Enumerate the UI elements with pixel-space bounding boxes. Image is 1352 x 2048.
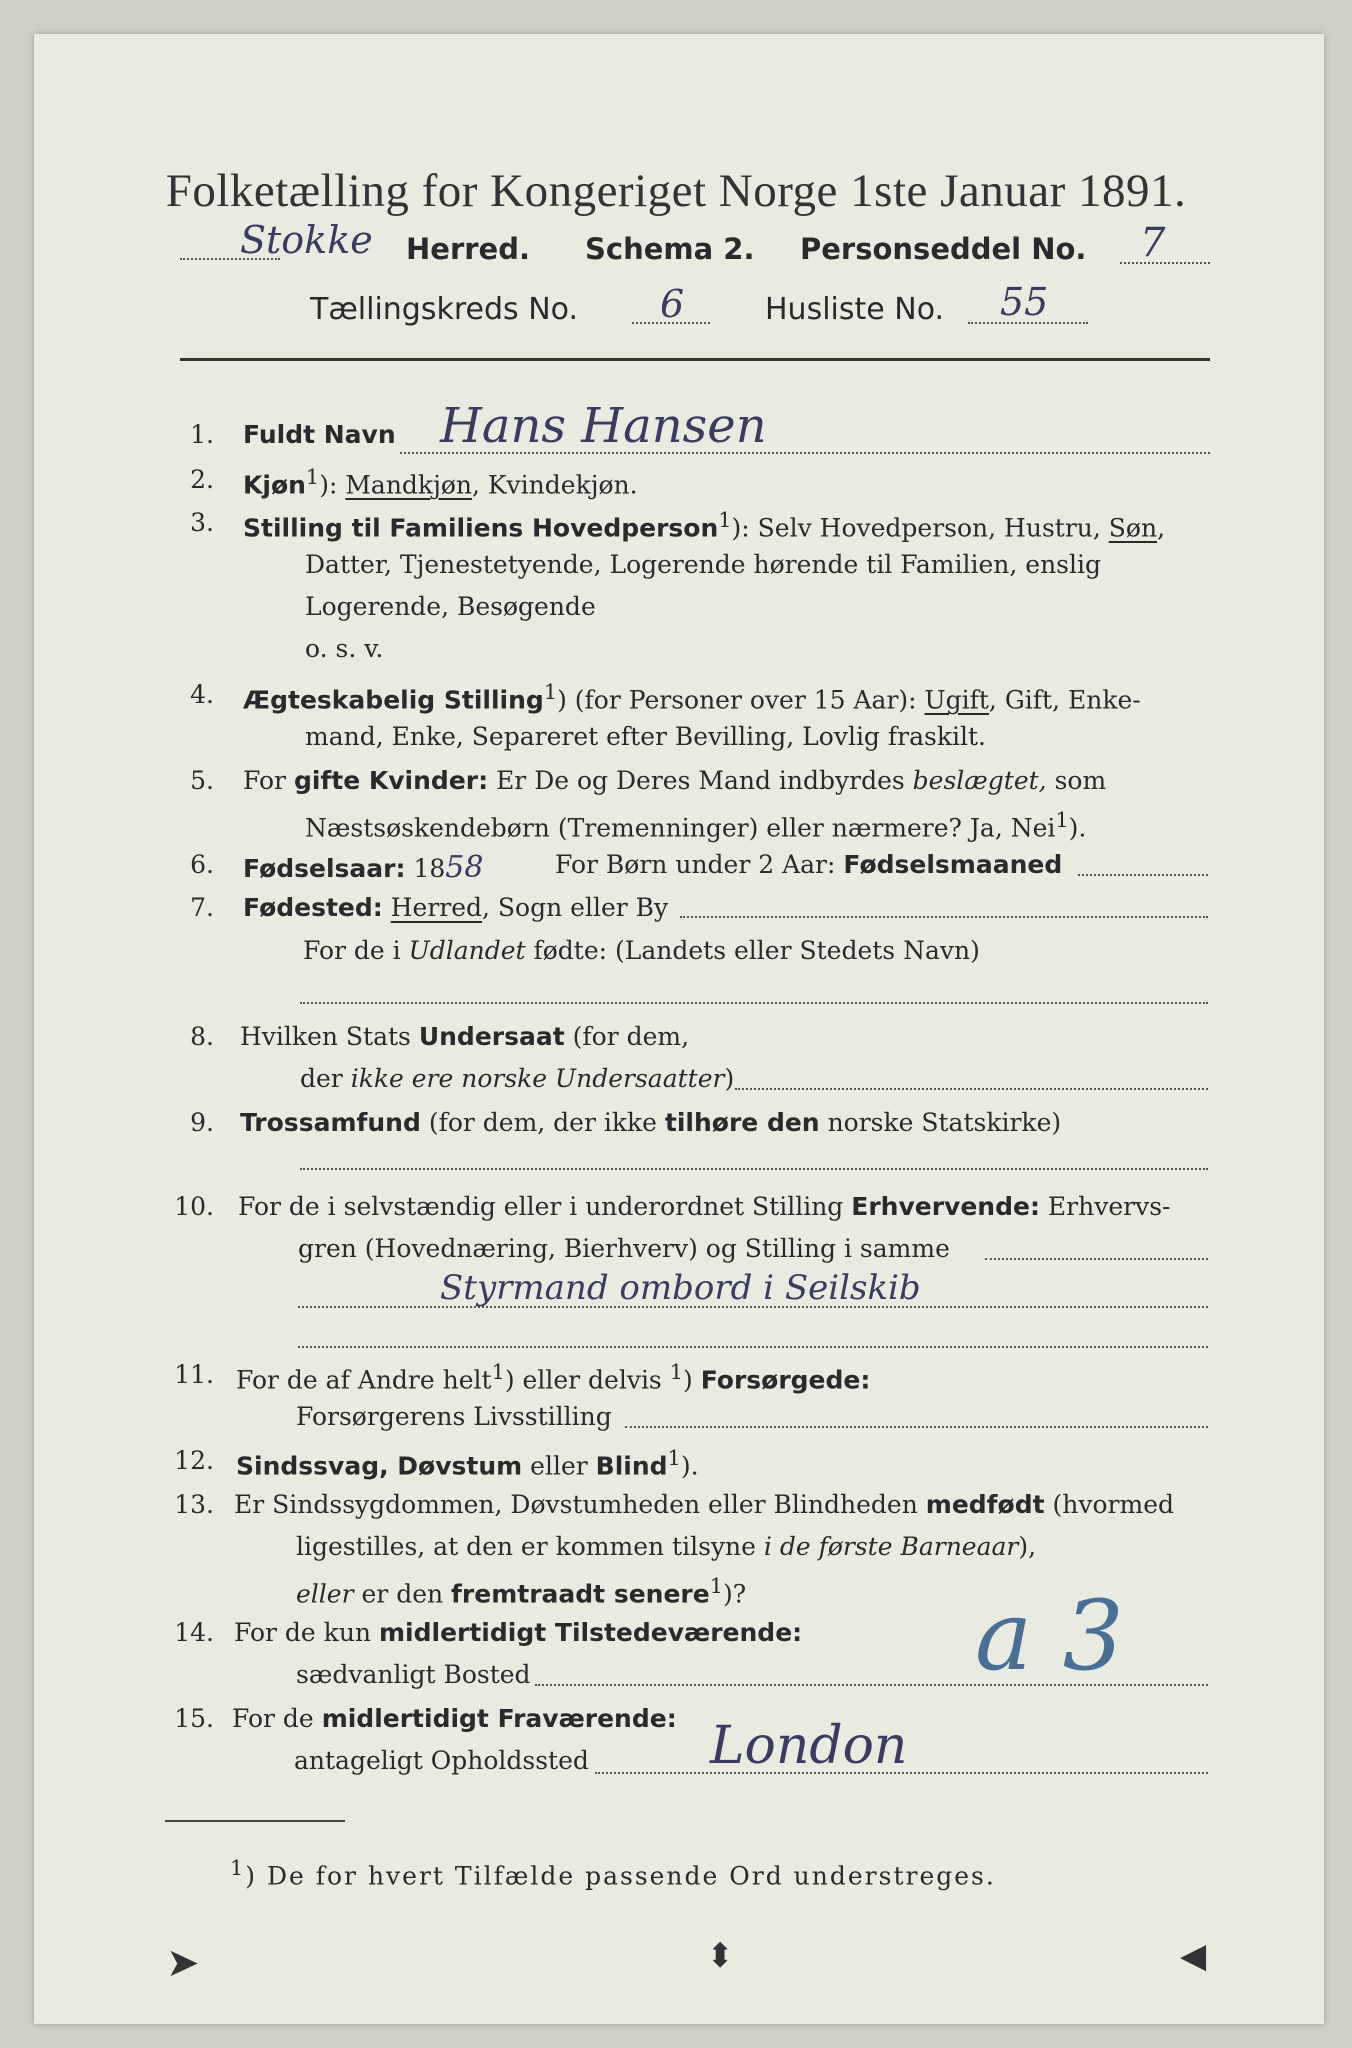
- q6-mid: For Børn under 2 Aar:: [555, 850, 836, 879]
- q13-l2a: ligestilles, at den er kommen tilsyne: [296, 1532, 756, 1561]
- q12-end: ).: [680, 1451, 699, 1481]
- q3-line3: Logerende, Besøgende: [305, 592, 596, 621]
- q7-line1: [243, 893, 668, 922]
- q4-number: 4.: [190, 680, 214, 709]
- q4-option-ugift: Ugift: [924, 685, 989, 715]
- q6-prefix: 18: [413, 854, 446, 883]
- q1-label: Fuldt Navn: [243, 420, 396, 449]
- q10-line2: gren (Hovednæring, Bierhverv) og Stilling i samme: [298, 1234, 950, 1263]
- q4-l1b: , Gift, Enke-: [988, 685, 1141, 715]
- q12-label2: Blind: [595, 1451, 668, 1481]
- q14-line2: sædvanligt Bosted: [296, 1660, 531, 1689]
- schema-label: Schema 2.: [585, 232, 755, 266]
- q1-value: Hans Hansen: [440, 398, 767, 454]
- footnote-sup: 1: [230, 1856, 246, 1880]
- kreds-label: Tællingskreds No.: [310, 292, 578, 327]
- q12-number: 12.: [174, 1446, 214, 1475]
- husliste-label: Husliste No.: [765, 292, 945, 327]
- q2-label: Kjøn: [243, 470, 306, 500]
- q6-value: 58: [445, 850, 484, 885]
- q13-l2it: i de første Barneaar: [763, 1532, 1019, 1561]
- q10-dotline3: [298, 1346, 1208, 1348]
- q11-line2: Forsørgerens Livsstilling: [296, 1402, 612, 1431]
- q2-line: Kjøn$^1$): Mandkjøn, Kvindekjøn.: [243, 465, 638, 500]
- q2-number: 2.: [190, 465, 214, 494]
- q3-line2: Datter, Tjenestetyende, Logerende hørende til Familien, enslig: [305, 550, 1102, 579]
- q15-label: midlertidigt Fraværende:: [321, 1704, 677, 1733]
- q8-l1a: Hvilken Stats: [240, 1022, 411, 1051]
- q9-label: Trossamfund: [240, 1108, 421, 1137]
- q13-l3it: eller: [296, 1579, 354, 1609]
- page-title: Folketælling for Kongeriget Norge 1ste Januar 1891.: [165, 165, 1187, 217]
- q11-l1b: ) eller delvis: [504, 1365, 662, 1395]
- q13-label: medfødt: [925, 1490, 1045, 1519]
- q5-pre: For: [243, 766, 286, 795]
- q3-label: Stilling til Familiens Hovedperson: [243, 513, 719, 543]
- q13-sup: 1: [709, 1574, 723, 1598]
- q3-sup: 1: [718, 508, 732, 532]
- q8-line2: [300, 1064, 734, 1093]
- q14-label: midlertidigt Tilstedeværende:: [378, 1618, 803, 1647]
- q2-option-mandkjon: Mandkjøn: [345, 470, 472, 500]
- q11-sup-b: 1: [669, 1360, 683, 1384]
- q14-number: 14.: [174, 1618, 214, 1647]
- q11-sup-a: 1: [491, 1360, 505, 1384]
- herred-label: Herred.: [406, 232, 530, 266]
- q4-label: Ægteskabelig Stilling: [243, 685, 544, 715]
- q4-l1: ) (for Personer over 15 Aar):: [557, 685, 917, 715]
- q3-line1: Stilling til Familiens Hovedperson$^1$): Selv Hovedperson, Hustru, Søn,: [243, 508, 1166, 543]
- header-rule: [180, 358, 1210, 361]
- q13-line1: [234, 1490, 1174, 1519]
- q6-line: [243, 850, 483, 885]
- q9-b2: tilhøre den: [664, 1108, 820, 1137]
- q1-number: 1.: [190, 420, 214, 449]
- kreds-value: 6: [660, 282, 685, 326]
- q5-italic: beslægtet,: [912, 766, 1047, 795]
- q10-l1a: For de i selvstændig eller i underordnet Stilling: [238, 1192, 844, 1221]
- q9-dotline: [300, 1168, 1208, 1170]
- q15-value: London: [710, 1716, 908, 1776]
- personseddel-label: Personseddel No.: [800, 232, 1087, 266]
- q13-line3: [296, 1574, 746, 1608]
- q13-l1a: Er Sindssygdommen, Døvstumheden eller Blindheden: [234, 1490, 918, 1519]
- q7-rest: , Sogn eller By: [482, 893, 669, 922]
- q8-l2a: der: [300, 1064, 343, 1093]
- q11-l1c: ): [682, 1365, 693, 1395]
- q9-l1b: norske Statskirke): [827, 1108, 1062, 1137]
- q6-dotline: [1078, 874, 1208, 876]
- q4-sup: 1: [543, 680, 558, 704]
- q13-l3a: er den: [361, 1579, 444, 1609]
- q13-label2: fremtraadt senere: [451, 1579, 710, 1609]
- q9-line1: [240, 1108, 1061, 1137]
- q6-label: Fødselsaar:: [243, 854, 406, 883]
- q15-line2: antageligt Opholdssted: [294, 1746, 589, 1775]
- footnote-text: ) De for hvert Tilfælde passende Ord understreges.: [245, 1861, 996, 1891]
- footnote: [230, 1856, 996, 1890]
- q10-dotline1: [985, 1258, 1208, 1260]
- q11-l1a: For de af Andre helt: [236, 1365, 492, 1395]
- q13-end: )?: [722, 1579, 747, 1609]
- punch-mark-right: ◀: [1180, 1936, 1207, 1976]
- q10-number: 10.: [174, 1192, 214, 1221]
- q7-option-herred: Herred: [390, 893, 483, 922]
- q5-line1: [243, 766, 1106, 795]
- q5-label: gifte Kvinder:: [293, 766, 489, 795]
- q10-label: Erhvervende:: [851, 1192, 1040, 1221]
- q6-mid-line: [555, 850, 1062, 879]
- q13-l2b: ),: [1018, 1532, 1037, 1561]
- q15-pre: For de: [232, 1704, 314, 1733]
- q5-number: 5.: [190, 766, 214, 795]
- q7-l2a: For de i: [303, 936, 401, 965]
- q7-l2b: fødte: (Landets eller Stedets Navn): [533, 936, 980, 965]
- husliste-value: 55: [1000, 280, 1049, 324]
- q4-line1: [243, 680, 1141, 714]
- q14-pre: For de kun: [234, 1618, 372, 1647]
- q11-number: 11.: [174, 1360, 214, 1389]
- q7-line2: [303, 936, 980, 965]
- q6-label2: Fødselsmaaned: [843, 850, 1063, 879]
- q15-number: 15.: [174, 1704, 214, 1733]
- q7-dotline1: [680, 916, 1208, 918]
- q3-option-son: Søn: [1108, 513, 1158, 543]
- q7-l2it: Udlandet: [408, 936, 526, 965]
- q8-number: 8.: [190, 1022, 214, 1051]
- q9-number: 9.: [190, 1108, 214, 1137]
- q10-value: Styrmand ombord i Seilskib: [440, 1268, 921, 1308]
- q12-line: [236, 1446, 699, 1480]
- q7-number: 7.: [190, 893, 214, 922]
- q13-number: 13.: [174, 1490, 214, 1519]
- q14-annotation: a 3: [975, 1580, 1124, 1692]
- herred-value: Stokke: [240, 218, 373, 262]
- punch-mark-left: ➤: [166, 1940, 200, 1986]
- q11-label: Forsørgede:: [700, 1365, 871, 1395]
- q8-line1: [240, 1022, 689, 1051]
- q10-l1b: Erhvervs-: [1047, 1192, 1171, 1221]
- q2-sup: 1: [305, 465, 320, 489]
- q11-dotline: [625, 1426, 1208, 1428]
- q15-line1: [232, 1704, 677, 1733]
- q5-line2: [305, 808, 1086, 842]
- q13-l1b: (hvormed: [1052, 1490, 1175, 1519]
- q5-end: ).: [1068, 813, 1087, 843]
- q12-mid: eller: [530, 1451, 588, 1481]
- q10-line1: [238, 1192, 1170, 1221]
- q5-l2: Næstsøskendebørn (Tremenninger) eller nærmere? Ja, Nei: [305, 813, 1056, 843]
- q14-line1: [234, 1618, 802, 1647]
- q3-number: 3.: [190, 508, 214, 537]
- q3-l1: ): Selv Hovedperson, Hustru,: [731, 513, 1101, 543]
- q6-number: 6.: [190, 850, 214, 879]
- q5-l1: Er De og Deres Mand indbyrdes: [496, 766, 905, 795]
- q8-l2it: ikke ere norske Undersaatter: [350, 1064, 725, 1093]
- q7-dotline2: [300, 1002, 1208, 1004]
- q5-sup: 1: [1055, 808, 1069, 832]
- q8-label: Undersaat: [418, 1022, 565, 1051]
- personseddel-value: 7: [1140, 220, 1166, 266]
- q11-line1: [236, 1360, 870, 1394]
- footnote-rule: [165, 1820, 345, 1822]
- q4-line2: mand, Enke, Separeret efter Bevilling, Lovlig fraskilt.: [305, 722, 986, 751]
- q5-l1b: som: [1054, 766, 1107, 795]
- q8-l2b: ): [724, 1064, 735, 1093]
- punch-mark-center: ⬍: [706, 1936, 735, 1976]
- q8-dotline: [735, 1088, 1208, 1090]
- q2-rest: , Kvindekjøn.: [471, 470, 638, 500]
- q13-line2: [296, 1532, 1036, 1561]
- q7-label: Fødested:: [243, 893, 383, 922]
- q3-line4: o. s. v.: [305, 634, 384, 663]
- q9-l1: (for dem, der ikke: [428, 1108, 657, 1137]
- q8-l1b: (for dem,: [572, 1022, 690, 1051]
- q12-sup: 1: [667, 1446, 681, 1470]
- q12-label: Sindssvag, Døvstum: [236, 1451, 523, 1481]
